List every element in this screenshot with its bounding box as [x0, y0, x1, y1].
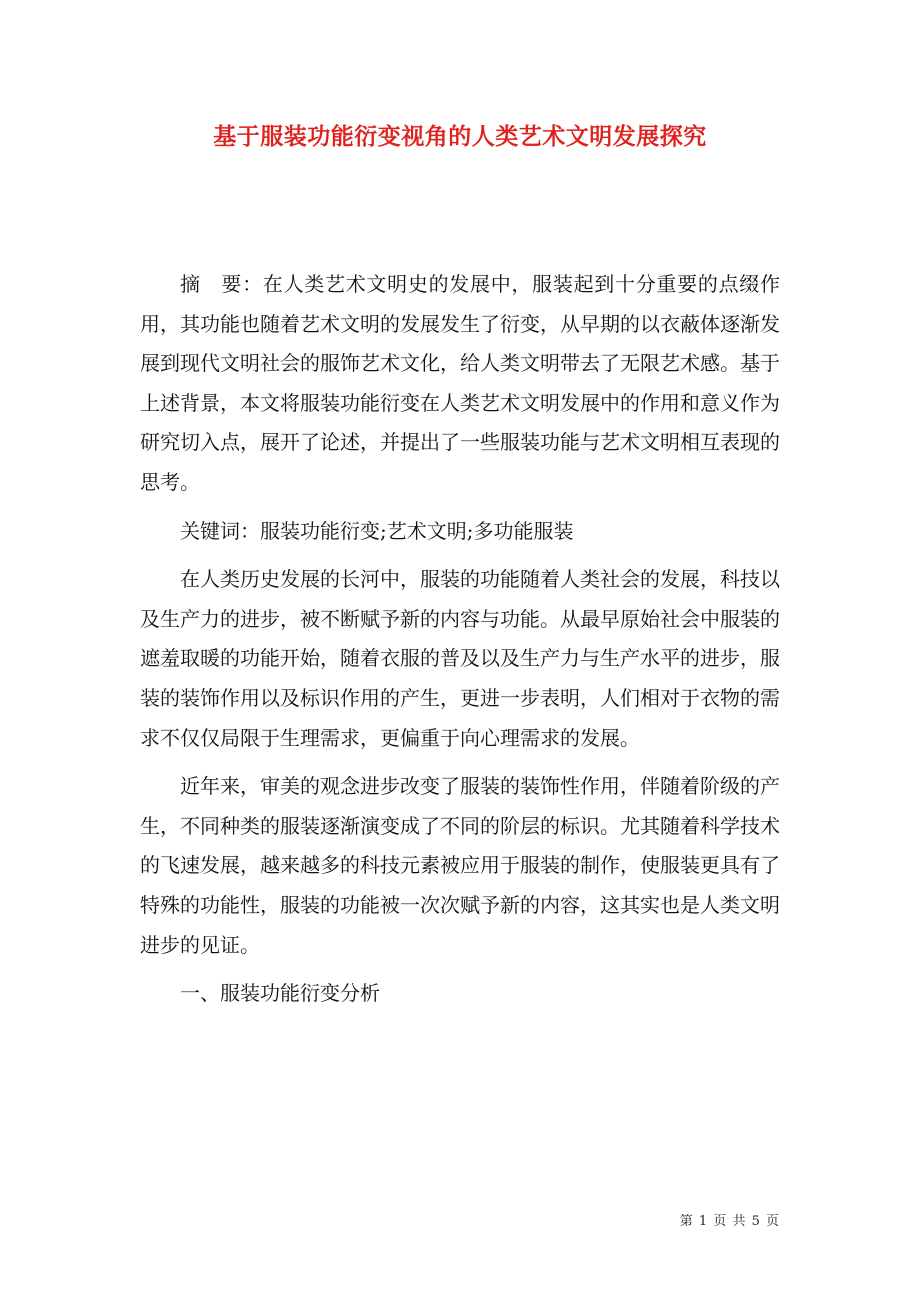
body-paragraph: 在人类历史发展的长河中，服装的功能随着人类社会的发展，科技以及生产力的进步，被不断赋予新的内容与功能。从最早原始社会中服装的遮羞取暖的功能开始，随着衣服的普及以及生产力与生产水平的进步，服装的装饰作用以及标识作用的产生，更进一步表明，人们相对于衣物的需求不仅仅局限于生理需求，更偏重于向心理需求的发展。: [140, 567, 780, 750]
keywords-paragraph: 关键词：服装功能衍变;艺术文明;多功能服装: [180, 518, 574, 543]
section-heading: 一、服装功能衍变分析: [180, 981, 380, 1006]
abstract-paragraph: 摘 要：在人类艺术文明史的发展中，服装起到十分重要的点缀作用，其功能也随着艺术文明的发展发生了衍变，从早期的以衣蔽体逐渐发展到现代文明社会的服饰艺术文化，给人类文明带去了无限艺术感。基于上述背景，本文将服装功能衍变在人类艺术文明发展中的作用和意义作为研究切入点，展开了论述，并提出了一些服装功能与艺术文明相互表现的思考。: [140, 272, 780, 494]
document-title: 基于服装功能衍变视角的人类艺术文明发展探究: [213, 123, 707, 150]
body-paragraph: 近年来，审美的观念进步改变了服装的装饰性作用，伴随着阶级的产生，不同种类的服装逐渐演变成了不同的阶层的标识。尤其随着科学技术的飞速发展，越来越多的科技元素被应用于服装的制作，使服装更具有了特殊的功能性，服装的功能被一次次赋予新的内容，这其实也是人类文明进步的见证。: [140, 774, 780, 957]
document-body: [140, 265, 780, 1014]
page-number-footer: 第 1 页 共 5 页: [679, 1214, 780, 1229]
